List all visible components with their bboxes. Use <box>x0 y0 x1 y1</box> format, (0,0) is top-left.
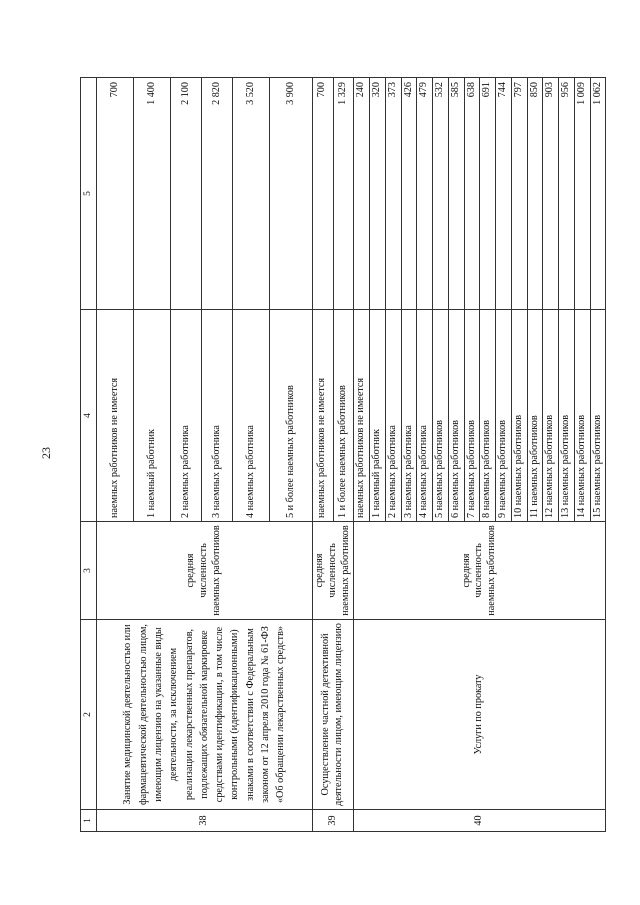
table-row <box>354 78 370 832</box>
category-cell: наемных работников не имеется <box>97 310 134 522</box>
value-cell: 1 062 <box>590 78 606 310</box>
category-cell: 6 наемных работников <box>448 310 464 522</box>
value-cell: 2 820 <box>202 78 233 310</box>
table-header-row <box>81 78 97 832</box>
value-cell: 320 <box>370 78 386 310</box>
category-cell: 3 наемных работника <box>401 310 417 522</box>
category-cell: 7 наемных работников <box>464 310 480 522</box>
category-cell: 1 и более наемных работников <box>333 310 354 522</box>
row-number-39: 39 <box>313 810 354 832</box>
category-cell: 5 наемных работников <box>433 310 449 522</box>
category-cell: 1 наемный работник <box>134 310 171 522</box>
activity-40: Услуги по прокату <box>354 620 606 810</box>
category-cell: 3 наемных работника <box>202 310 233 522</box>
value-cell: 532 <box>433 78 449 310</box>
category-cell: наемных работников не имеется <box>313 310 334 522</box>
table-row <box>313 78 334 832</box>
header-cell: 2 <box>81 620 97 810</box>
header-cell: 1 <box>81 810 97 832</box>
value-cell: 1 329 <box>333 78 354 310</box>
rotated-table-container <box>80 78 603 832</box>
rates-table <box>80 77 606 832</box>
indicator-40: средняя численность наемных работников <box>354 522 606 620</box>
table-frame <box>80 78 603 832</box>
category-cell: 2 наемных работника <box>171 310 202 522</box>
value-cell: 744 <box>496 78 512 310</box>
category-cell: 4 наемных работника <box>233 310 270 522</box>
indicator-39: средняя численность наемных работников <box>313 522 354 620</box>
header-cell: 3 <box>81 522 97 620</box>
activity-39: Осуществление частной детективной деятельности лицом, имеющим лицензию <box>313 620 354 810</box>
value-cell: 638 <box>464 78 480 310</box>
value-cell: 797 <box>511 78 527 310</box>
value-cell: 240 <box>354 78 370 310</box>
activity-38: Занятие медицинской деятельностью или фармацевтической деятельностью лицом, имеющим лицензию на указанные виды деятельности, за исключением реализации лекарственных препаратов, подлежащих обязательной маркировке средствами идентификации, в том числе контрольными (идентификационными) знаками в соответствии с Федеральным законом от 12 апреля 2010 года № 61-ФЗ «Об обращении лекарственных средств» <box>97 620 313 810</box>
header-cell: 5 <box>81 78 97 310</box>
value-cell: 3 520 <box>233 78 270 310</box>
category-cell: 13 наемных работников <box>559 310 575 522</box>
value-cell: 3 900 <box>270 78 313 310</box>
category-cell: 2 наемных работника <box>385 310 401 522</box>
category-cell: 1 наемный работник <box>370 310 386 522</box>
category-cell: наемных работников не имеется <box>354 310 370 522</box>
page-number: 23 <box>39 447 53 459</box>
category-cell: 9 наемных работников <box>496 310 512 522</box>
value-cell: 850 <box>527 78 543 310</box>
category-cell: 10 наемных работников <box>511 310 527 522</box>
value-cell: 1 009 <box>574 78 590 310</box>
value-cell: 426 <box>401 78 417 310</box>
value-cell: 373 <box>385 78 401 310</box>
value-cell: 585 <box>448 78 464 310</box>
category-cell: 11 наемных работников <box>527 310 543 522</box>
value-cell: 479 <box>417 78 433 310</box>
value-cell: 1 400 <box>134 78 171 310</box>
category-cell: 5 и более наемных работников <box>270 310 313 522</box>
row-number-40: 40 <box>354 810 606 832</box>
category-cell: 14 наемных работников <box>574 310 590 522</box>
category-cell: 4 наемных работника <box>417 310 433 522</box>
header-cell: 4 <box>81 310 97 522</box>
value-cell: 956 <box>559 78 575 310</box>
category-cell: 12 наемных работников <box>543 310 559 522</box>
row-number-38: 38 <box>97 810 313 832</box>
category-cell: 8 наемных работников <box>480 310 496 522</box>
value-cell: 691 <box>480 78 496 310</box>
value-cell: 700 <box>313 78 334 310</box>
table-row <box>97 78 134 832</box>
value-cell: 2 100 <box>171 78 202 310</box>
value-cell: 700 <box>97 78 134 310</box>
value-cell: 903 <box>543 78 559 310</box>
category-cell: 15 наемных работников <box>590 310 606 522</box>
indicator-38: средняя численность наемных работников <box>97 522 313 620</box>
